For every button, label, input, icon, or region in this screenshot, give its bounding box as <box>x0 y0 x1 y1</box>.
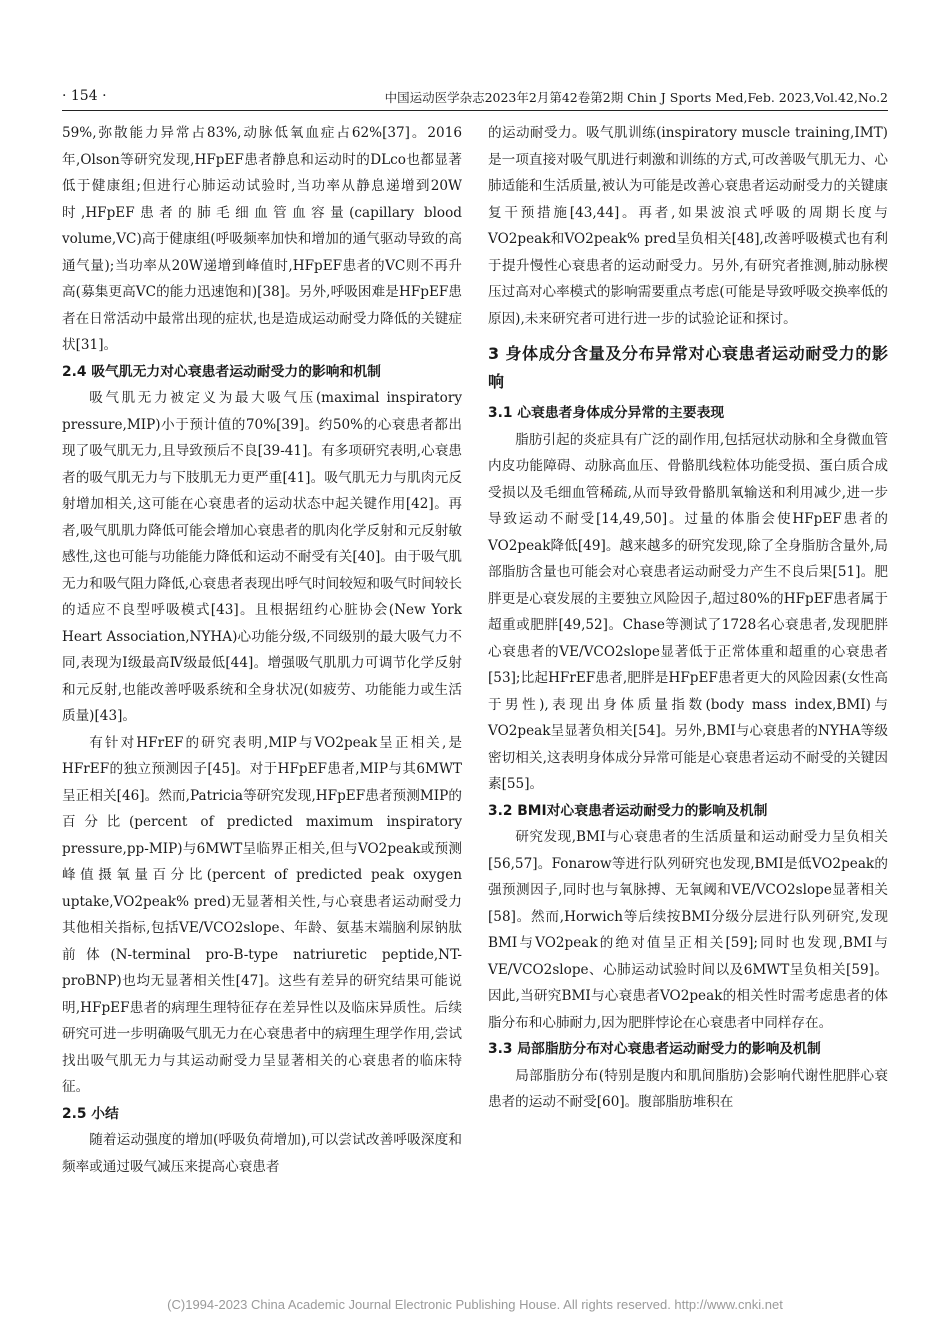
section-heading-3: 3 身体成分含量及分布异常对心衰患者运动耐受力的影响 <box>488 344 888 391</box>
paragraph: 吸气肌无力被定义为最大吸气压(maximal inspiratory pressure,MIP)小于预计值的70%[39]。约50%的心衰患者都出现了吸气肌无力,且导致预后不良[39-41]。有多项研究表明,心衰患者的吸气肌无力与下肢肌无力更严重[41]。吸气肌无力与肌肉元反射增加相关,这可能在心衰患者的运动状态中起关键作用[42]。再者,吸气肌肌力降低可能会增加心衰患者的肌肉化学反射和元反射敏感性,这也可能与功能能力降低和运动不耐受有关[40]。由于吸气肌无力和吸气阻力降低,心衰患者表现出呼气时间较短和吸气时间较长的适应不良型呼吸模式[43]。且根据纽约心脏协会(New York Heart Association,NYHA)心功能分级,不同级别的最大吸气力不同,表现为Ⅰ级最高Ⅳ级最低[44]。增强吸气肌肌力可调节化学反射和元反射,也能改善呼吸系统和全身状况(如疲劳、功能能力或生活质量)[43]。 <box>62 390 462 724</box>
paragraph: 59%,弥散能力异常占83%,动脉低氧血症占62%[37]。2016年,Olson等研究发现,HFpEF患者静息和运动时的DLco也都显著低于健康组;但进行心肺运动试验时,当功率从静息递增到20W时,HFpEF患者的肺毛细血管血容量(capillary blood volume,VC)高于健康组(呼吸频率加快和增加的通气驱动导致的高通气量);当功率从20W递增到峰值时,HFpEF患者的VC则不再升高(募集更高VC的能力迅速饱和)[38]。另外,呼吸困难是HFpEF患者在日常活动中最常出现的症状,也是造成运动耐受力降低的关键症状[31]。 <box>62 125 462 353</box>
section-heading-3-2: 3.2 BMI对心衰患者运动耐受力的影响及机制 <box>488 802 768 819</box>
section-heading-2-4: 2.4 吸气肌无力对心衰患者运动耐受力的影响和机制 <box>62 363 381 380</box>
paragraph: 研究发现,BMI与心衰患者的生活质量和运动耐受力呈负相关[56,57]。Fonarow等进行队列研究也发现,BMI是低VO2peak的强预测因子,同时也与氧脉搏、无氧阈和VE/VCO2slope显著相关[58]。然而,Horwich等后续按BMI分级分层进行队列研究,发现BMI与VO2peak的绝对值呈正相关[59];同时也发现,BMI与VE/VCO2slope、心肺运动试验时间以及6MWT呈负相关[59]。因此,当研究BMI与心衰患者VO2peak的相关性时需考虑患者的体脂分布和心肺耐力,因为肥胖悖论在心衰患者中同样存在。 <box>488 829 888 1031</box>
paragraph: 的运动耐受力。吸气肌训练(inspiratory muscle training,IMT)是一项直接对吸气肌进行刺激和训练的方式,可改善吸气肌无力、心肺适能和生活质量,被认为可能是改善心衰患者运动耐受力的关键康复干预措施[43,44]。再者,如果波浪式呼吸的周期长度与VO2peak和VO2peak% pred呈负相关[48],改善呼吸模式也有利于提升慢性心衰患者的运动耐受力。另外,有研究者推测,肺动脉楔压过高对心率模式的影响需要重点考虑(可能是导致呼吸交换率低的原因),未来研究者可进行进一步的试验论证和探讨。 <box>488 125 888 327</box>
page-number: · 154 · <box>62 88 107 104</box>
paragraph: 脂肪引起的炎症具有广泛的副作用,包括冠状动脉和全身微血管内皮功能障碍、动脉高血压、骨骼肌线粒体功能受损、蛋白质合成受损以及毛细血管稀疏,从而导致骨骼肌氧输送和利用减少,进一步导致运动不耐受[14,49,50]。过量的体脂会使HFpEF患者的VO2peak降低[49]。越来越多的研究发现,除了全身脂肪含量外,局部脂肪含量也可能会对心衰患者运动耐受力产生不良后果[51]。肥胖更是心衰发展的主要独立风险因子,超过80%的HFpEF患者属于超重或肥胖[49,52]。Chase等测试了1728名心衰患者,发现肥胖心衰患者的VE/VCO2slope显著低于正常体重和超重的心衰患者[53];比起HFrEF患者,肥胖是HFpEF患者更大的风险因素(女性高于男性),表现出身体质量指数(body mass index,BMI)与VO2peak呈显著负相关[54]。另外,BMI与心衰患者的NYHA等级密切相关,这表明身体成分异常可能是心衰患者运动不耐受的关键因素[55]。 <box>488 431 888 792</box>
paragraph: 随着运动强度的增加(呼吸负荷增加),可以尝试改善呼吸深度和频率或通过吸气减压来提高心衰患者 <box>62 1132 462 1175</box>
section-heading-2-5: 2.5 小结 <box>62 1105 119 1122</box>
left-column <box>62 120 462 1180</box>
paragraph: 有针对HFrEF的研究表明,MIP与VO2peak呈正相关,是HFrEF的独立预测因子[45]。对于HFpEF患者,MIP与其6MWT呈正相关[46]。然而,Patricia等研究发现,HFpEF患者预测MIP的百分比(percent of predicted maximum inspiratory pressure,pp-MIP)与6MWT呈临界正相关,但与VO2peak或预测峰值摄氧量百分比(percent of predicted peak oxygen uptake,VO2peak% pred)无显著相关性,与心衰患者运动耐受力其他相关指标,包括VE/VCO2slope、年龄、氨基末端脑利尿钠肽前体(N-terminal pro-B-type natriuretic peptide,NT-proBNP)也均无显著相关性[47]。这些有差异的研究结果可能说明,HFpEF患者的病理生理特征存在差异性以及临床异质性。后续研究可进一步明确吸气肌无力在心衰患者中的病理生理学作用,尝试找出吸气肌无力与其运动耐受力呈显著相关的心衰患者的临床特征。 <box>62 734 462 1095</box>
journal-citation: 中国运动医学杂志2023年2月第42卷第2期 Chin J Sports Med,Feb. 2023,Vol.42,No.2 <box>384 90 888 105</box>
right-column <box>488 120 888 1116</box>
section-heading-3-1: 3.1 心衰患者身体成分异常的主要表现 <box>488 405 725 421</box>
copyright-footer: (C)1994-2023 China Academic Journal Electronic Publishing House. All rights reserved. http://www.cnki.net <box>167 1297 783 1312</box>
paragraph: 局部脂肪分布(特别是腹内和肌间脂肪)会影响代谢性肥胖心衰患者的运动不耐受[60]。腹部脂肪堆积在 <box>488 1067 888 1110</box>
section-heading-3-3: 3.3 局部脂肪分布对心衰患者运动耐受力的影响及机制 <box>488 1041 821 1057</box>
running-header <box>62 84 888 111</box>
